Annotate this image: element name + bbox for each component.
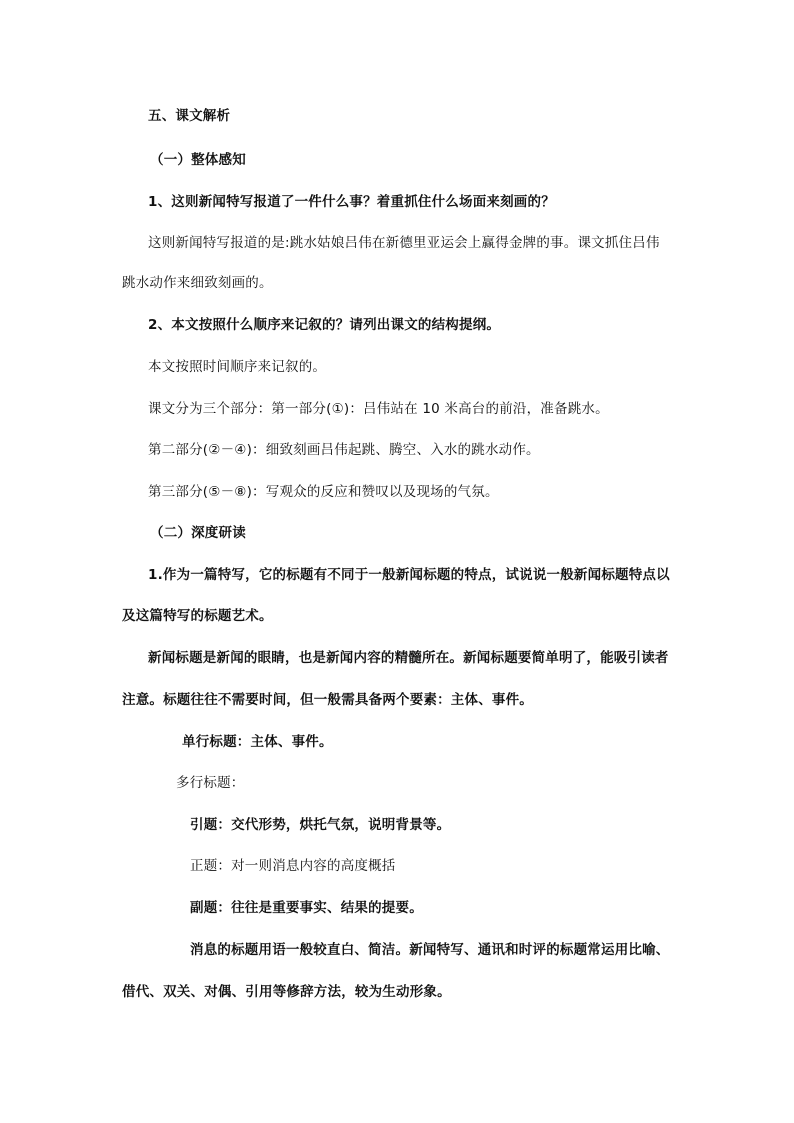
deep-answer-line-2: 注意。标题往往不需要时间，但一般需具备两个要素：主体、事件。: [122, 692, 533, 708]
answer-2-line-1: 本文按照时间顺序来记叙的。: [148, 359, 327, 375]
multi-line-title: 多行标题：: [176, 775, 245, 791]
question-1: 1、这则新闻特写报道了一件什么事？着重抓住什么场面来刻画的？: [148, 194, 555, 210]
zhengti: 正题：对一则消息内容的高度概括: [190, 858, 396, 874]
deep-question-line-2: 及这篇特写的标题艺术。: [122, 608, 273, 624]
deep-answer-line-1: 新闻标题是新闻的眼睛，也是新闻内容的精髓所在。新闻标题要简单明了，能吸引读者: [148, 650, 669, 666]
part1-heading: （一）整体感知: [150, 152, 246, 168]
question-2: 2、本文按照什么顺序来记叙的？请列出课文的结构提纲。: [148, 317, 501, 333]
answer-1-line-2: 跳水动作来细致刻画的。: [122, 275, 273, 291]
answer-2-line-3: 第二部分(②－④)：细致刻画吕伟起跳、腾空、入水的跳水动作。: [148, 442, 540, 458]
conclusion-line-2: 借代、双关、对偶、引用等修辞方法，较为生动形象。: [122, 984, 451, 1000]
futi: 副题：往往是重要事实、结果的提要。: [190, 900, 423, 916]
single-line-title: 单行标题：主体、事件。: [182, 734, 333, 750]
deep-question-line-1: 1.作为一篇特写，它的标题有不同于一般新闻标题的特点，试说说一般新闻标题特点以: [148, 567, 670, 583]
answer-1-line-1: 这则新闻特写报道的是:跳水姑娘吕伟在新德里亚运会上赢得金牌的事。课文抓住吕伟: [148, 235, 660, 251]
part2-heading: （二）深度研读: [150, 525, 246, 541]
conclusion-line-1: 消息的标题用语一般较直白、简洁。新闻特写、通讯和时评的标题常运用比喻、: [190, 942, 670, 958]
answer-2-line-4: 第三部分(⑤－⑧)：写观众的反应和赞叹以及现场的气氛。: [148, 484, 499, 500]
section-title: 五、课文解析: [148, 108, 231, 124]
answer-2-line-2: 课文分为三个部分：第一部分(①)：吕伟站在 10 米高台的前沿，准备跳水。: [148, 401, 609, 417]
yinti: 引题：交代形势，烘托气氛，说明背景等。: [190, 817, 451, 833]
